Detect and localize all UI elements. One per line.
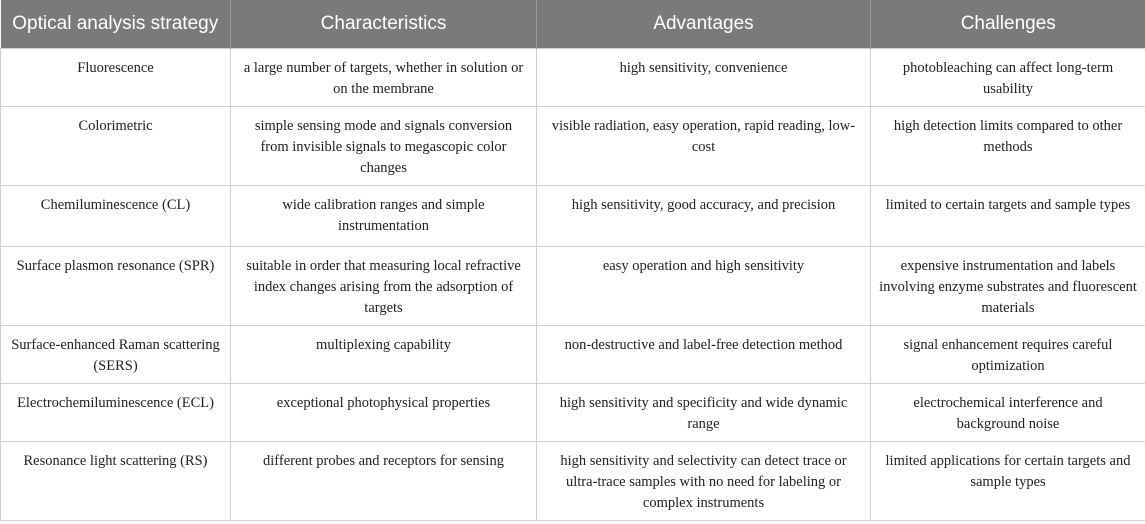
strategy-cell: Surface plasmon resonance (SPR)	[1, 247, 231, 326]
strategy-cell: Fluorescence	[1, 49, 231, 107]
table-row	[1, 326, 1145, 384]
characteristics-cell: multiplexing capability	[231, 326, 537, 384]
challenges-cell: electrochemical interference and background noise	[871, 384, 1145, 442]
advantages-cell: easy operation and high sensitivity	[537, 247, 871, 326]
advantages-cell: visible radiation, easy operation, rapid reading, low-cost	[537, 107, 871, 186]
table-header	[1, 0, 1145, 49]
header-challenges: Challenges	[871, 0, 1145, 49]
strategy-cell: Resonance light scattering (RS)	[1, 442, 231, 521]
advantages-cell: high sensitivity and selectivity can detect trace or ultra-trace samples with no need for labeling or complex instruments	[537, 442, 871, 521]
table-row	[1, 186, 1145, 247]
table-row	[1, 49, 1145, 107]
table-row	[1, 384, 1145, 442]
challenges-cell: high detection limits compared to other methods	[871, 107, 1145, 186]
advantages-cell: high sensitivity and specificity and wide dynamic range	[537, 384, 871, 442]
challenges-cell: limited to certain targets and sample types	[871, 186, 1145, 247]
header-advantages: Advantages	[537, 0, 871, 49]
challenges-cell: signal enhancement requires careful optimization	[871, 326, 1145, 384]
characteristics-cell: wide calibration ranges and simple instrumentation	[231, 186, 537, 247]
strategy-cell: Surface-enhanced Raman scattering (SERS)	[1, 326, 231, 384]
table-row	[1, 247, 1145, 326]
header-strategy: Optical analysis strategy	[1, 0, 231, 49]
characteristics-cell: different probes and receptors for sensing	[231, 442, 537, 521]
characteristics-cell: simple sensing mode and signals conversion from invisible signals to megascopic color changes	[231, 107, 537, 186]
challenges-cell: photobleaching can affect long-term usability	[871, 49, 1145, 107]
characteristics-cell: a large number of targets, whether in solution or on the membrane	[231, 49, 537, 107]
table-row	[1, 107, 1145, 186]
table-row	[1, 442, 1145, 521]
advantages-cell: non-destructive and label-free detection method	[537, 326, 871, 384]
header-row	[1, 0, 1145, 49]
header-characteristics: Characteristics	[231, 0, 537, 49]
strategy-cell: Colorimetric	[1, 107, 231, 186]
characteristics-cell: suitable in order that measuring local refractive index changes arising from the adsorption of targets	[231, 247, 537, 326]
strategy-cell: Electrochemiluminescence (ECL)	[1, 384, 231, 442]
challenges-cell: expensive instrumentation and labels involving enzyme substrates and fluorescent materials	[871, 247, 1145, 326]
advantages-cell: high sensitivity, good accuracy, and precision	[537, 186, 871, 247]
table-body	[1, 49, 1145, 521]
strategy-cell: Chemiluminescence (CL)	[1, 186, 231, 247]
advantages-cell: high sensitivity, convenience	[537, 49, 871, 107]
characteristics-cell: exceptional photophysical properties	[231, 384, 537, 442]
challenges-cell: limited applications for certain targets and sample types	[871, 442, 1145, 521]
